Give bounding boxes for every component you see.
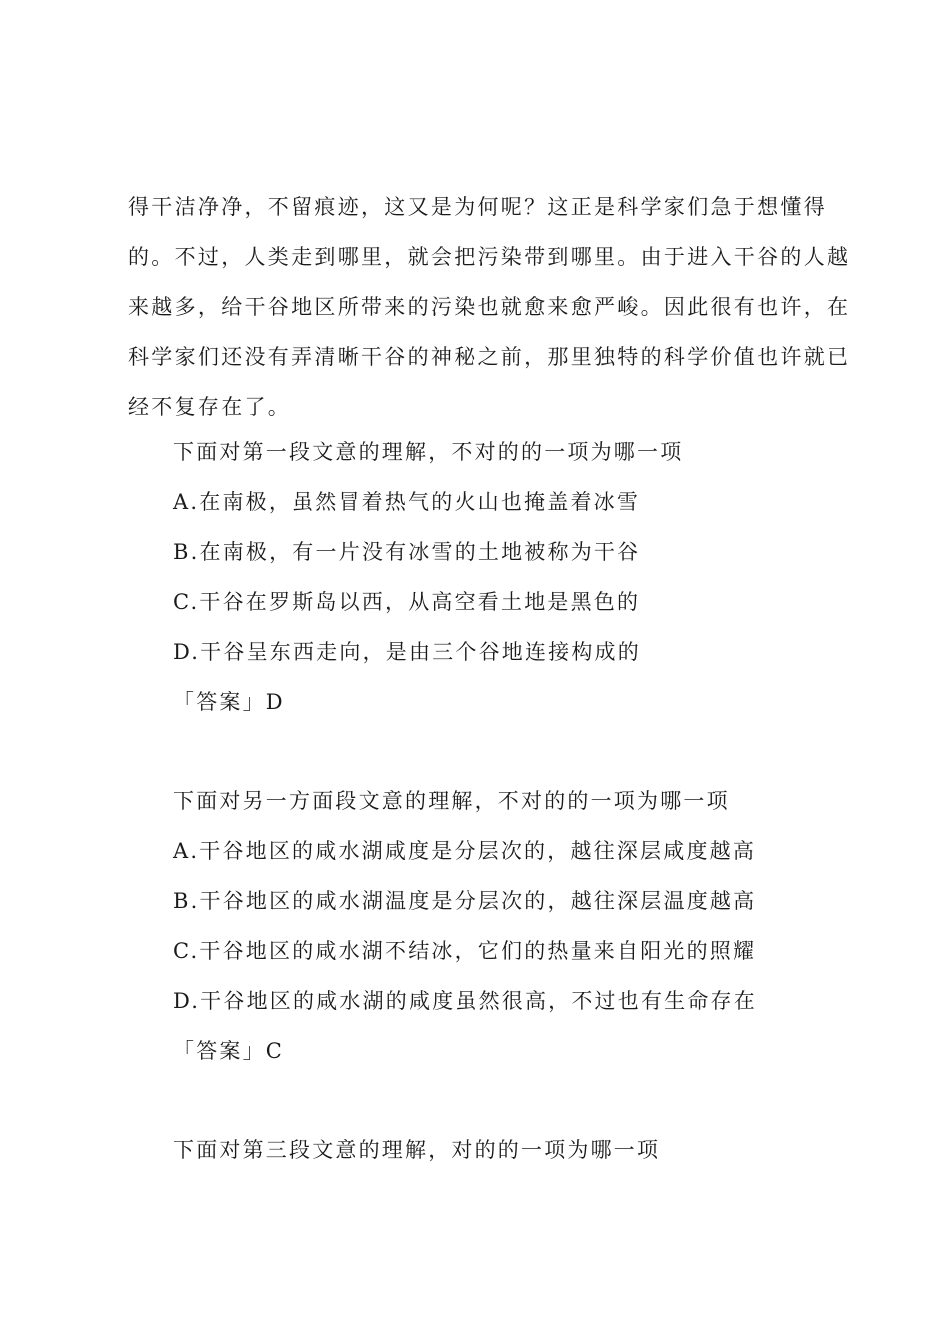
- question-1-option-b: B.在南极，有一片没有冰雪的土地被称为干谷: [173, 540, 641, 564]
- question-1-answer: 「答案」D: [173, 690, 285, 714]
- question-1-option-c: C.干谷在罗斯岛以西，从高空看土地是黑色的: [173, 590, 641, 614]
- paragraph-line: 经不复存在了。: [128, 395, 292, 419]
- question-2-answer: 「答案」C: [173, 1039, 285, 1063]
- paragraph-line: 的。不过，人类走到哪里，就会把污染带到哪里。由于进入干谷的人越: [128, 245, 851, 269]
- question-2-option-a: A.干谷地区的咸水湖咸度是分层次的，越往深层咸度越高: [173, 839, 757, 863]
- question-2-option-c: C.干谷地区的咸水湖不结冰，它们的热量来自阳光的照耀: [173, 939, 757, 963]
- paragraph-line: 得干洁净净，不留痕迹，这又是为何呢？这正是科学家们急于想懂得: [128, 195, 827, 219]
- question-2-option-d: D.干谷地区的咸水湖的咸度虽然很高，不过也有生命存在: [173, 989, 757, 1013]
- body-paragraph: [128, 182, 851, 432]
- paragraph-line: 来越多，给干谷地区所带来的污染也就愈来愈严峻。因此很有也许，在: [128, 295, 851, 319]
- question-2-option-b: B.干谷地区的咸水湖温度是分层次的，越往深层温度越高: [173, 889, 757, 913]
- paragraph-line: 科学家们还没有弄清晰干谷的神秘之前，那里独特的科学价值也许就已: [128, 345, 851, 369]
- question-2-text: 下面对另一方面段文意的理解，不对的的一项为哪一项: [173, 789, 730, 813]
- question-1-option-d: D.干谷呈东西走向，是由三个谷地连接构成的: [173, 640, 641, 664]
- question-1-option-a: A.在南极，虽然冒着热气的火山也掩盖着冰雪: [173, 490, 641, 514]
- question-1-text: 下面对第一段文意的理解，不对的的一项为哪一项: [173, 440, 684, 464]
- question-3-text: 下面对第三段文意的理解，对的的一项为哪一项: [173, 1138, 661, 1162]
